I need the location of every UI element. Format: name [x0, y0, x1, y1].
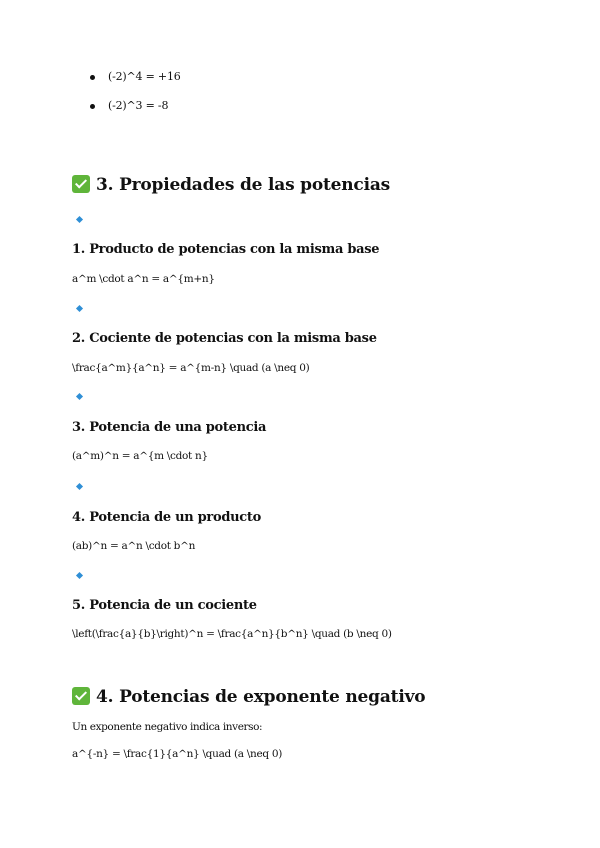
property-5-heading: 5. Potencia de un cociente: [72, 598, 257, 613]
property-4-formula: (ab)^n = a^n \cdot b^n: [72, 540, 196, 552]
property-2-formula: \frac{a^m}{a^n} = a^{m-n} \quad (a \neq 0): [72, 362, 310, 374]
check-mark-icon: [72, 175, 90, 193]
diamond-icon: [76, 483, 83, 490]
section-4-formula: a^{-n} = \frac{1}{a^n} \quad (a \neq 0): [72, 748, 283, 760]
section-4-title: 4. Potencias de exponente negativo: [96, 687, 426, 707]
bullet-text: (-2)^4 = +16: [108, 70, 181, 83]
bullet-dot-icon: [90, 75, 95, 80]
section-4-intro: Un exponente negativo indica inverso:: [72, 721, 263, 733]
property-2-heading: 2. Cociente de potencias con la misma base: [72, 331, 377, 346]
property-3-formula: (a^m)^n = a^{m \cdot n}: [72, 450, 208, 462]
property-5-formula: \left(\frac{a}{b}\right)^n = \frac{a^n}{b^n} \quad (b \neq 0): [72, 628, 392, 640]
diamond-icon: [76, 216, 83, 223]
property-1-heading: 1. Producto de potencias con la misma base: [72, 242, 380, 257]
section-3-heading: [72, 173, 390, 197]
list-item: [88, 97, 181, 126]
list-item: [88, 68, 181, 97]
bullet-text: (-2)^3 = -8: [108, 99, 169, 112]
diamond-icon: [76, 393, 83, 400]
section-3-title: 3. Propiedades de las potencias: [96, 175, 391, 195]
property-1-formula: a^m \cdot a^n = a^{m+n}: [72, 273, 215, 285]
property-3-heading: 3. Potencia de una potencia: [72, 420, 267, 435]
bullet-dot-icon: [90, 104, 95, 109]
property-4-heading: 4. Potencia de un producto: [72, 510, 261, 525]
diamond-icon: [76, 305, 83, 312]
bullet-list: [88, 68, 181, 126]
diamond-icon: [76, 572, 83, 579]
check-mark-icon: [72, 687, 90, 705]
section-4-heading: [72, 685, 425, 709]
